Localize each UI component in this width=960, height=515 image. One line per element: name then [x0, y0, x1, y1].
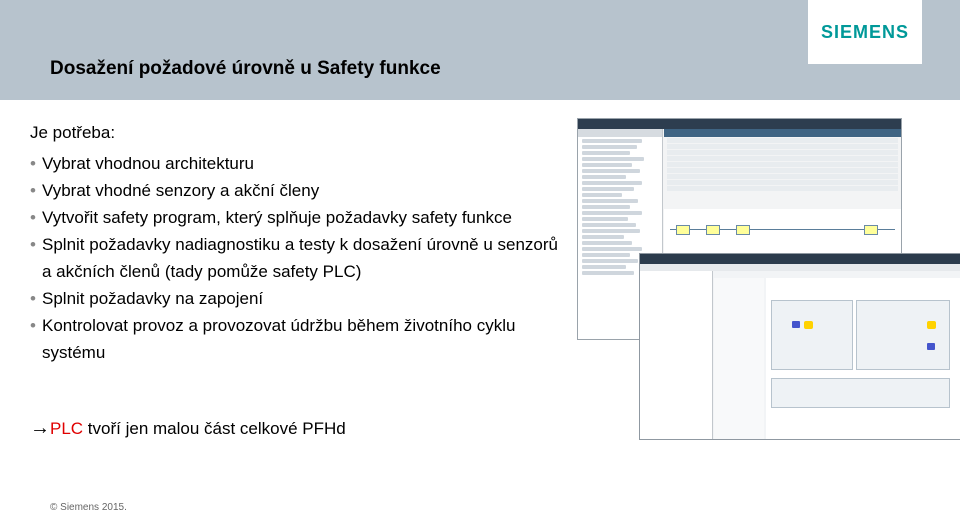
menu-bar	[640, 264, 960, 271]
arrow-icon: →	[30, 417, 50, 439]
window-titlebar	[578, 119, 901, 129]
window-titlebar	[640, 254, 960, 264]
safety-settings-panel	[766, 278, 960, 439]
cycle-ob-icon	[804, 321, 813, 329]
safety-administration-screenshot	[639, 253, 960, 440]
conclusion-line	[30, 417, 346, 440]
instance-db-icon	[927, 343, 935, 350]
intro-text: Je potřeba:	[30, 123, 116, 142]
conclusion-text: tvoří jen malou část celkové PFHd	[83, 419, 346, 438]
bullet-item: • Vybrat vhodné senzory a akční členy	[30, 177, 560, 204]
bullet-list	[30, 150, 560, 366]
bullet-item: • Kontrolovat provoz a provozovat údržbu během životního cyklu systému	[30, 312, 560, 366]
project-tree-header	[578, 129, 662, 137]
runtime-group-panel	[771, 300, 853, 370]
editor-titlebar	[664, 129, 901, 137]
ladder-contact	[676, 225, 690, 235]
ladder-coil	[864, 225, 878, 235]
footer-copyright: © Siemens 2015.	[50, 502, 127, 513]
runtime-parameters-panel	[771, 378, 950, 408]
ladder-contact	[736, 225, 750, 235]
slide-title: Dosažení požadové úrovně u Safety funkce	[50, 58, 441, 79]
bullet-item: • Splnit požadavky na zapojení	[30, 285, 560, 312]
bullet-item: • Vytvořit safety program, který splňuje požadavky safety funkce	[30, 204, 560, 231]
plc-highlight: PLC	[50, 419, 84, 438]
bullet-item: • Vybrat vhodnou architekturu	[30, 150, 560, 177]
ladder-contact	[706, 225, 720, 235]
ladder-rung	[670, 229, 895, 230]
project-tree-panel	[640, 271, 713, 439]
siemens-logo	[808, 0, 922, 64]
fob-icon	[792, 321, 800, 328]
settings-list-panel	[714, 278, 764, 439]
bullet-item: • Splnit požadavky nadiagnostiku a testy k dosažení úrovně u senzorů a akčních členů (tady pomůže safety PLC)	[30, 231, 560, 285]
main-safety-panel	[856, 300, 950, 370]
logo-text: SIEMENS	[820, 22, 910, 42]
main-safety-fb-icon	[927, 321, 936, 329]
